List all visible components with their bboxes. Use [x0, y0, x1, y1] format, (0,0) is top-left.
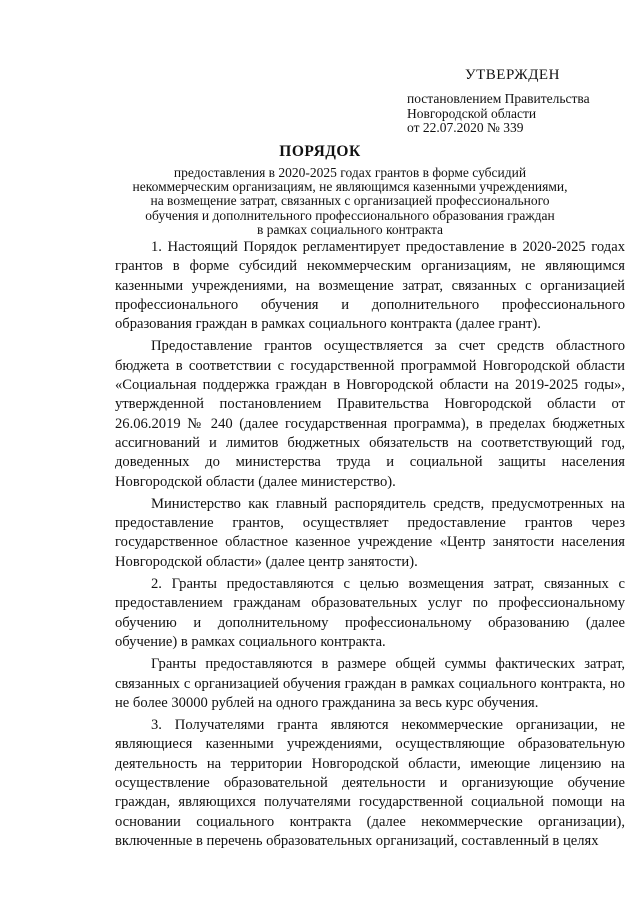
subtitle-line: на возмещение затрат, связанных с организацией профессионального — [150, 193, 550, 209]
approval-stamp — [407, 66, 627, 136]
approval-line-date-number: от 22.07.2020 № 339 — [407, 120, 524, 135]
paragraph-grant-amount: Гранты предоставляются в размере общей суммы фактических затрат, связанных с организацией обучения граждан в рамках социального контракта, но не более 30000 рублей на одного гражданина за весь курс обучения. — [115, 656, 625, 711]
approval-title: УТВЕРЖДЕН — [465, 67, 560, 83]
paragraph-funding-source: Предоставление грантов осуществляется за счет средств областного бюджета в соответствии с государственной программой Новгородской области «Социальная поддержка граждан в Новгородской области на 2019-2025 годы», утвержденной постановлением Правительства Новгородской области от 26.06.2019 № 240 (далее государственная программа), в пределах бюджетных ассигнований и лимитов бюджетных обязательств на соответствующий год, доведенных до министерства труда и социальной защиты населения Новгородской области (далее министерство). — [115, 338, 625, 490]
subtitle-line: в рамках социального контракта — [256, 221, 444, 237]
approval-line-region: Новгородской области — [407, 105, 537, 121]
subtitle-line: предоставления в 2020-2025 годах грантов в форме субсидий — [173, 165, 527, 180]
paragraph-ministry-role: Министерство как главный распорядитель средств, предусмотренных на предоставление грантов, осуществляет предоставление грантов через государственное областное казенное учреждение «Центр занятости населения Новгородской области» (далее центр занятости). — [115, 495, 625, 570]
approval-line-authority: постановлением Правительства — [407, 91, 590, 106]
subtitle-line: некоммерческим организациям, не являющимся казенными учреждениями, — [132, 179, 568, 195]
document-title: ПОРЯДОК — [279, 143, 361, 160]
paragraph-1-scope: 1. Настоящий Порядок регламентирует предоставление в 2020-2025 годах грантов в форме субсидий некоммерческим организациям, не являющимся казенными учреждениями, на возмещение затрат, связанных с организацией профессионального обучения и дополнительного профессионального образования граждан в рамках социального контракта (далее грант). — [115, 239, 625, 333]
subtitle-line: обучения и дополнительного профессионального образования граждан — [145, 207, 555, 223]
document-body — [115, 238, 625, 854]
paragraph-3-recipients: 3. Получателями гранта являются некоммерческие организации, не являющиеся казенными учреждениями, осуществляющие образовательную деятельность на территории Новгородской области, имеющие лицензию на осуществление образовательной деятельности и организующие обучение граждан, являющихся получателями государственной социальной помощи на основании социального контракта (далее некоммерческие организации), включенные в перечень образовательных организаций, составленный в целях — [115, 717, 625, 849]
paragraph-2-purpose: 2. Гранты предоставляются с целью возмещения затрат, связанных с предоставлением гражданам образовательных услуг по профессиональному обучению и дополнительному профессиональному образованию (далее обучение) в рамках социального контракта. — [115, 576, 625, 650]
document-subtitle — [100, 166, 600, 237]
